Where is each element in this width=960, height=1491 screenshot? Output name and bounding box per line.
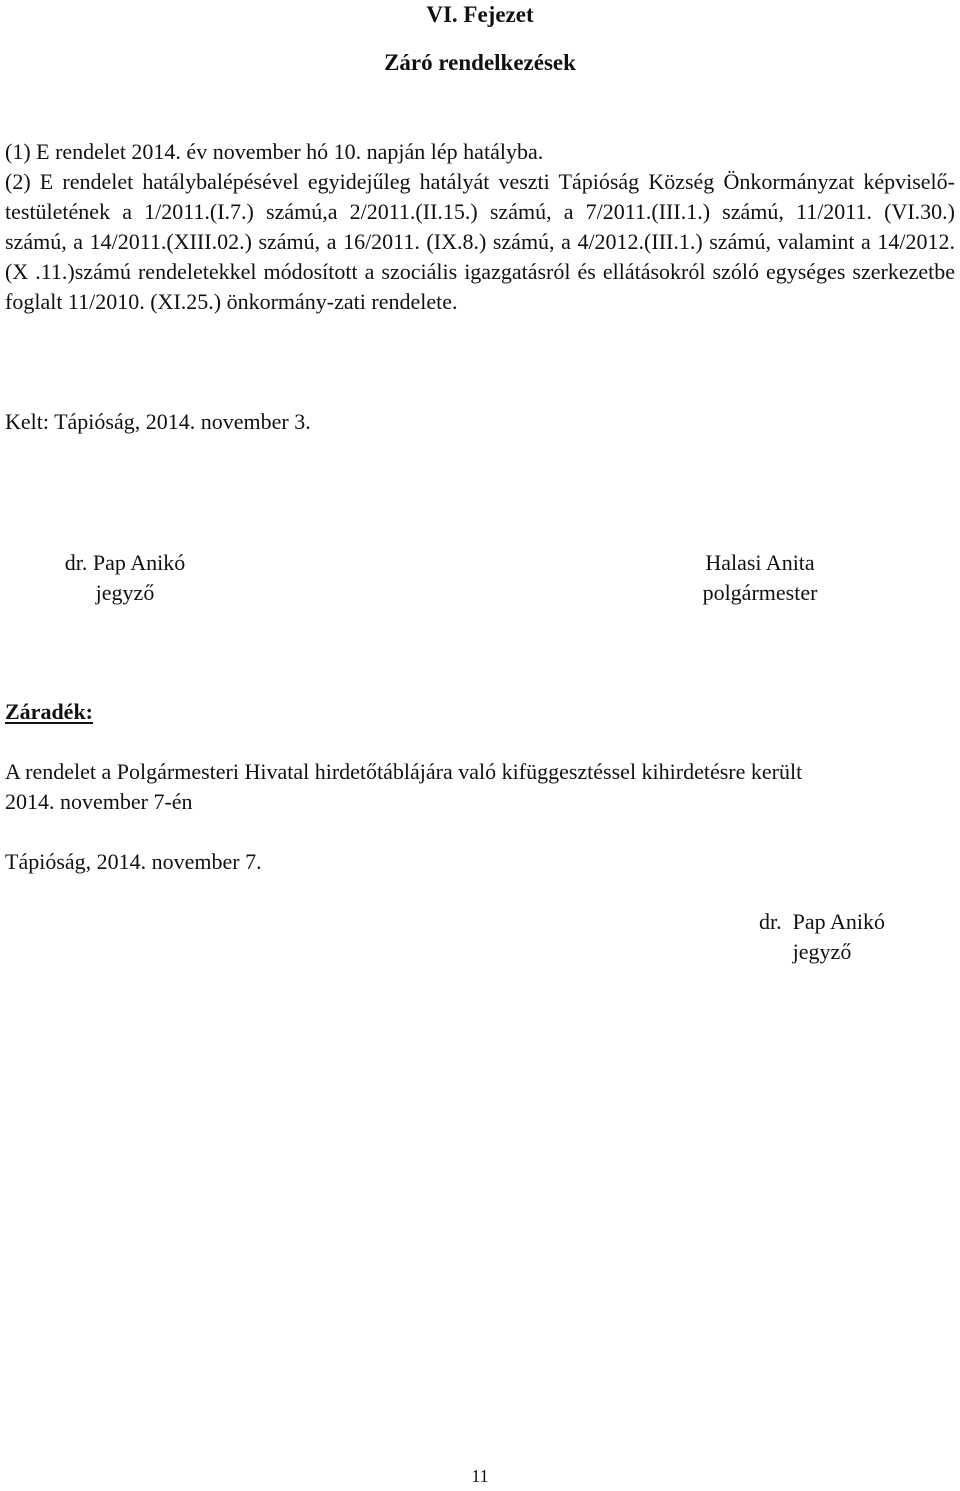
page-number: 11 (471, 1466, 489, 1486)
provision-2: (2) E rendelet hatálybalépésével egyidejűleg hatályát veszti Tápióság Község Önkormányzat képviselő-testületének a 1/2011.(I.7.) számú,a 2/2011.(II.15.) számú, a 7/2011.(III.1.) számú, 11/2011. (VI.30.) számú, a 14/2011.(XIII.02.) számú, a 16/2011. (IX.8.) számú, a 4/2012.(III.1.) számú, valamint a 14/2012.(X .11.)számú rendeletekkel módosított a szociális igazgatásról és ellátásokról szóló egységes szerkezetbe foglalt 11/2010. (XI.25.) önkormány-zati rendelete. (5, 169, 955, 314)
clause-heading: Záradék: (5, 699, 93, 724)
clause-place-date: Tápióság, 2014. november 7. (5, 849, 262, 874)
clause-date: 2014. november 7-én (5, 789, 193, 814)
clause-text: A rendelet a Polgármesteri Hivatal hirdetőtáblájára való kifüggesztéssel kihirdetésre került (5, 759, 803, 784)
signature-left-title: jegyző (95, 580, 155, 605)
clause-signature-title: jegyző (792, 939, 852, 964)
signature-right-name: Halasi Anita (705, 550, 815, 575)
chapter-number: VI. Fejezet (426, 2, 534, 27)
signature-right (650, 548, 870, 608)
clause-signature-name: dr. Pap Anikó (759, 909, 885, 934)
provision-1: (1) E rendelet 2014. év november hó 10. napján lép hatályba. (5, 139, 544, 164)
signature-left-name: dr. Pap Anikó (64, 550, 186, 575)
signature-right-title: polgármester (702, 580, 818, 605)
signature-left (20, 548, 230, 608)
dated-line: Kelt: Tápióság, 2014. november 3. (5, 409, 311, 434)
chapter-title: Záró rendelkezések (384, 50, 576, 75)
clause-signature (712, 907, 932, 967)
